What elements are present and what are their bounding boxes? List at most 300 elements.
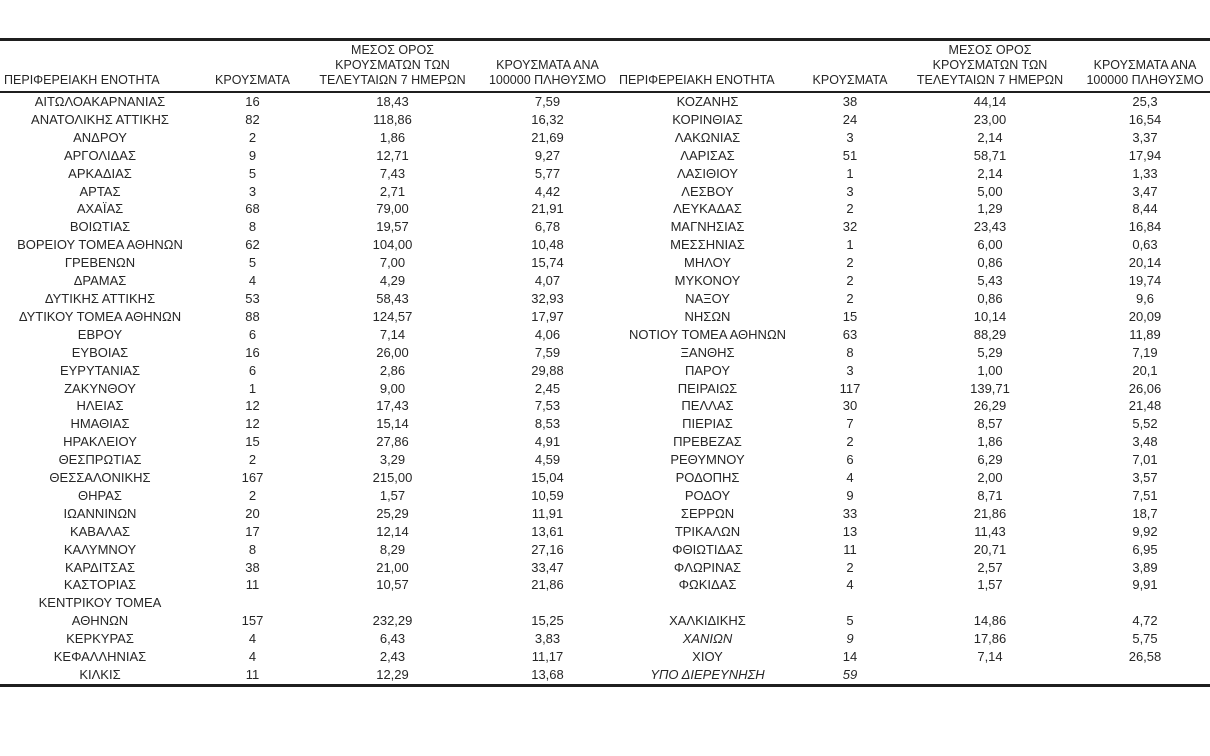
per100k-cell-right: 5,75 xyxy=(1132,631,1158,647)
table-row xyxy=(0,254,1210,272)
per100k-cell-left: 27,16 xyxy=(531,541,564,557)
avg7-cell-left: 2,43 xyxy=(379,649,406,665)
table-row xyxy=(0,612,1210,630)
region-cell-left: ΚΑΣΤΟΡΙΑΣ xyxy=(63,577,137,593)
per100k-cell-left: 13,68 xyxy=(531,667,564,682)
region-cell-left: ΖΑΚΥΝΘΟΥ xyxy=(64,380,136,396)
avg7-cell-right: 139,71 xyxy=(970,380,1010,396)
per100k-cell-left: 4,07 xyxy=(534,273,561,289)
cases-cell-right: 4 xyxy=(846,577,854,593)
avg7-cell-left: 17,43 xyxy=(376,398,409,414)
region-cell-left: ΘΕΣΣΑΛΟΝΙΚΗΣ xyxy=(49,470,151,486)
table-row xyxy=(0,576,1210,594)
avg7-cell-right: 0,86 xyxy=(977,290,1003,306)
table-row xyxy=(0,236,1210,254)
per100k-cell-left: 11,17 xyxy=(531,649,564,665)
avg7-cell-right: 2,14 xyxy=(977,165,1003,181)
table-row xyxy=(0,666,1210,685)
avg7-cell-right: 0,86 xyxy=(977,255,1003,271)
per100k-cell-left: 17,97 xyxy=(531,308,564,324)
cases-cell-left: 16 xyxy=(245,94,260,109)
region-cell-left: ΔΥΤΙΚΗΣ ΑΤΤΙΚΗΣ xyxy=(44,290,156,306)
per100k-cell-right: 7,51 xyxy=(1132,487,1158,503)
table-row xyxy=(0,362,1210,380)
avg7-cell-left: 3,29 xyxy=(379,452,406,468)
region-cell-right: ΛΕΣΒΟΥ xyxy=(681,183,734,199)
header-region-right: ΠΕΡΙΦΕΡΕΙΑΚΗ ΕΝΟΤΗΤΑ xyxy=(619,73,775,87)
cases-cell-left: 11 xyxy=(245,667,260,682)
per100k-cell-right xyxy=(1080,666,1210,685)
per100k-cell-right: 25,3 xyxy=(1132,94,1158,109)
region-cell-right xyxy=(615,594,800,612)
per100k-cell-right: 26,58 xyxy=(1128,649,1162,665)
region-cell-left: ΑΧΑΪΑΣ xyxy=(76,201,124,217)
avg7-cell-left xyxy=(305,594,480,612)
cases-cell-right: 2 xyxy=(846,434,854,450)
per100k-cell-right: 8,44 xyxy=(1132,201,1158,217)
cases-cell-right: 5 xyxy=(846,613,854,629)
cases-cell-left: 157 xyxy=(241,613,264,629)
avg7-cell-right: 5,00 xyxy=(977,183,1003,199)
per100k-cell-left: 10,59 xyxy=(531,487,564,503)
avg7-cell-right: 2,57 xyxy=(977,559,1003,575)
region-cell-left: ΗΛΕΙΑΣ xyxy=(76,398,124,414)
avg7-cell-right: 6,00 xyxy=(977,237,1003,253)
cases-cell-right: 38 xyxy=(842,94,858,109)
cases-cell-left: 9 xyxy=(248,147,257,163)
avg7-cell-left: 8,29 xyxy=(379,541,406,557)
avg7-cell-left: 9,00 xyxy=(379,380,406,396)
cases-cell-right: 9 xyxy=(846,631,854,647)
region-cell-right: ΛΑΡΙΣΑΣ xyxy=(680,147,735,163)
cases-cell-right: 9 xyxy=(846,487,854,503)
cases-cell-right: 15 xyxy=(842,308,858,324)
cases-cell-right: 4 xyxy=(846,470,854,486)
avg7-cell-left: 4,29 xyxy=(379,273,406,289)
region-cell-right: ΠΕΛΛΑΣ xyxy=(681,398,734,414)
avg7-cell-left: 124,57 xyxy=(372,308,413,324)
per100k-cell-left: 15,04 xyxy=(531,470,564,486)
cases-cell-left: 2 xyxy=(248,129,257,145)
region-cell-left: ΔΥΤΙΚΟΥ ΤΟΜΕΑ ΑΘΗΝΩΝ xyxy=(18,308,182,324)
per100k-cell-right: 19,74 xyxy=(1128,273,1162,289)
per100k-cell-left: 7,53 xyxy=(534,398,561,414)
avg7-cell-left: 1,57 xyxy=(379,487,406,503)
avg7-cell-right: 2,14 xyxy=(977,129,1003,145)
table-row xyxy=(0,308,1210,326)
avg7-cell-left: 79,00 xyxy=(376,201,409,217)
region-cell-right: ΧΑΝΙΩΝ xyxy=(682,631,733,647)
cases-cell-right: 7 xyxy=(846,416,854,432)
table-row xyxy=(0,200,1210,218)
avg7-cell-left: 2,86 xyxy=(379,362,406,378)
table-row xyxy=(0,505,1210,523)
per100k-cell-right: 16,84 xyxy=(1128,219,1162,235)
per100k-cell-left: 16,32 xyxy=(531,111,564,127)
cases-cell-right: 30 xyxy=(842,398,858,414)
avg7-cell-right: 10,14 xyxy=(973,308,1007,324)
avg7-cell-right xyxy=(900,594,1080,612)
avg7-cell-left: 25,29 xyxy=(376,505,409,521)
cases-cell-right: 3 xyxy=(846,183,854,199)
avg7-cell-right: 88,29 xyxy=(973,326,1007,342)
cases-cell-left: 5 xyxy=(248,255,257,271)
table-row xyxy=(0,129,1210,147)
table-row xyxy=(0,559,1210,577)
avg7-cell-right: 26,29 xyxy=(973,398,1007,414)
table-row xyxy=(0,272,1210,290)
cases-cell-left: 6 xyxy=(248,326,257,342)
per100k-cell-right: 5,52 xyxy=(1132,416,1158,432)
per100k-cell-right: 20,1 xyxy=(1132,362,1158,378)
per100k-cell-left: 7,59 xyxy=(534,94,561,109)
region-cell-left: ΔΡΑΜΑΣ xyxy=(73,273,127,289)
avg7-cell-right: 8,57 xyxy=(977,416,1003,432)
table-header xyxy=(0,40,1210,93)
region-cell-right: ΡΕΘΥΜΝΟΥ xyxy=(670,452,745,468)
region-cell-left: ΘΕΣΠΡΩΤΙΑΣ xyxy=(58,452,142,468)
avg7-cell-right: 20,71 xyxy=(973,541,1007,557)
avg7-cell-left: 215,00 xyxy=(372,470,413,486)
per100k-cell-right: 3,47 xyxy=(1132,183,1158,199)
per100k-cell-right: 11,89 xyxy=(1129,326,1161,342)
cases-cell-right: 1 xyxy=(846,165,854,181)
avg7-cell-left: 27,86 xyxy=(376,434,409,450)
region-cell-right: ΤΡΙΚΑΛΩΝ xyxy=(674,523,741,539)
per100k-cell-left: 29,88 xyxy=(531,362,564,378)
region-cell-right: ΦΩΚΙΔΑΣ xyxy=(678,577,737,593)
per100k-cell-left: 8,53 xyxy=(534,416,561,432)
cases-cell-left: 3 xyxy=(248,183,257,199)
region-cell-left: ΙΩΑΝΝΙΝΩΝ xyxy=(63,505,137,521)
table-row xyxy=(0,183,1210,201)
region-cell-right: ΜΕΣΣΗΝΙΑΣ xyxy=(670,237,745,253)
avg7-cell-left: 7,00 xyxy=(379,255,406,271)
cases-cell-left: 8 xyxy=(248,541,257,557)
avg7-cell-right: 1,29 xyxy=(977,201,1003,217)
per100k-cell-right: 6,95 xyxy=(1132,541,1158,557)
per100k-cell-left: 21,86 xyxy=(531,577,564,593)
table-row xyxy=(0,541,1210,559)
region-cell-left: ΑΡΓΟΛΙΔΑΣ xyxy=(63,147,137,163)
cases-cell-right: 3 xyxy=(846,362,854,378)
cases-cell-left: 4 xyxy=(248,273,257,289)
per100k-cell-left: 11,91 xyxy=(531,505,564,521)
table-row xyxy=(0,111,1210,129)
table-body xyxy=(0,92,1210,685)
region-cell-left: ΕΒΡΟΥ xyxy=(77,326,123,342)
per100k-cell-left: 2,45 xyxy=(534,380,561,396)
avg7-cell-left: 104,00 xyxy=(372,237,413,253)
region-cell-right: ΜΗΛΟΥ xyxy=(684,255,731,271)
region-cell-right: ΜΥΚΟΝΟΥ xyxy=(674,273,741,289)
per100k-cell-left: 21,91 xyxy=(531,201,564,217)
cases-cell-right: 13 xyxy=(842,523,858,539)
cases-cell-left: 53 xyxy=(245,290,260,306)
table-row xyxy=(0,469,1210,487)
avg7-cell-right: 8,71 xyxy=(977,487,1003,503)
region-cell-left: ΘΗΡΑΣ xyxy=(78,487,122,503)
region-cell-left: ΒΟΡΕΙΟΥ ΤΟΜΕΑ ΑΘΗΝΩΝ xyxy=(17,237,183,253)
per100k-cell-right: 7,01 xyxy=(1132,452,1158,468)
avg7-cell-right: 44,14 xyxy=(973,94,1007,109)
region-cell-left: ΚΙΛΚΙΣ xyxy=(79,667,121,682)
cases-cell-right: 59 xyxy=(842,667,858,682)
avg7-cell-left: 15,14 xyxy=(376,416,409,432)
per100k-cell-right: 16,54 xyxy=(1128,111,1162,127)
cases-cell-left: 11 xyxy=(245,577,260,593)
avg7-cell-right: 5,29 xyxy=(977,344,1003,360)
avg7-cell-left: 7,43 xyxy=(379,165,406,181)
per100k-cell-left: 32,93 xyxy=(531,290,564,306)
region-cell-left: ΑΡΚΑΔΙΑΣ xyxy=(68,165,132,181)
per100k-cell-left: 13,61 xyxy=(531,523,564,539)
region-cell-left: ΚΕΡΚΥΡΑΣ xyxy=(66,631,134,647)
region-cell-right: ΣΕΡΡΩΝ xyxy=(680,505,735,521)
avg7-cell-left: 18,43 xyxy=(376,94,409,109)
per100k-cell-right: 7,19 xyxy=(1132,344,1158,360)
per100k-cell-left: 15,74 xyxy=(531,255,564,271)
cases-cell-left: 2 xyxy=(248,487,257,503)
per100k-cell-left: 6,78 xyxy=(534,219,561,235)
cases-cell-left: 1 xyxy=(248,380,257,396)
table-row xyxy=(0,290,1210,308)
avg7-cell-right: 1,86 xyxy=(977,434,1003,450)
avg7-cell-left: 26,00 xyxy=(376,344,409,360)
table-row xyxy=(0,415,1210,433)
per100k-cell-right: 9,92 xyxy=(1132,523,1158,539)
per100k-cell-right: 9,6 xyxy=(1135,290,1155,306)
region-cell-right: ΞΑΝΘΗΣ xyxy=(680,344,735,360)
avg7-cell-right: 23,00 xyxy=(973,111,1007,127)
avg7-cell-left: 12,14 xyxy=(376,523,409,539)
cases-cell-left: 167 xyxy=(241,470,264,486)
cases-cell-right: 32 xyxy=(842,219,858,235)
per100k-cell-left: 7,59 xyxy=(534,344,561,360)
per100k-cell-left: 4,42 xyxy=(534,183,561,199)
cases-cell-right: 6 xyxy=(846,452,854,468)
per100k-cell-left xyxy=(480,594,615,612)
cases-cell-right: 2 xyxy=(846,201,854,217)
per100k-cell-right: 4,72 xyxy=(1132,613,1158,629)
per100k-cell-right: 3,89 xyxy=(1132,559,1158,575)
avg7-cell-left: 12,29 xyxy=(376,667,409,682)
per100k-cell-left: 4,91 xyxy=(534,434,561,450)
region-cell-right: ΦΛΩΡΙΝΑΣ xyxy=(673,559,742,575)
per100k-cell-right: 18,7 xyxy=(1132,505,1158,521)
region-cell-right: ΡΟΔΟΥ xyxy=(684,487,731,503)
region-cell-right: ΡΟΔΟΠΗΣ xyxy=(675,470,740,486)
region-cell-right: ΝΗΣΩΝ xyxy=(684,308,731,324)
table-row xyxy=(0,92,1210,111)
avg7-cell-right: 11,43 xyxy=(974,523,1006,539)
region-cell-right: ΜΑΓΝΗΣΙΑΣ xyxy=(670,219,745,235)
cases-cell-left: 17 xyxy=(245,523,260,539)
cases-cell-right: 8 xyxy=(846,344,854,360)
region-cell-left: ΚΑΛΥΜΝΟΥ xyxy=(63,541,137,557)
per100k-cell-left: 33,47 xyxy=(531,559,564,575)
region-cell-right: ΦΘΙΩΤΙΔΑΣ xyxy=(672,541,743,557)
avg7-cell-right: 5,43 xyxy=(977,273,1003,289)
region-cell-right: ΠΕΙΡΑΙΩΣ xyxy=(677,380,738,396)
table-row xyxy=(0,594,1210,612)
avg7-cell-right xyxy=(900,666,1080,685)
region-cell-left: ΑΝΔΡΟΥ xyxy=(73,129,127,145)
avg7-cell-left: 232,29 xyxy=(372,613,413,629)
region-cell-left: ΕΥΒΟΙΑΣ xyxy=(71,344,129,360)
avg7-cell-left: 10,57 xyxy=(376,577,409,593)
cases-cell-left: 4 xyxy=(248,631,257,647)
avg7-cell-left: 6,43 xyxy=(379,631,406,647)
avg7-cell-right: 6,29 xyxy=(977,452,1003,468)
cases-cell-left: 15 xyxy=(245,434,260,450)
per100k-cell-left: 9,27 xyxy=(534,147,561,163)
avg7-cell-left: 12,71 xyxy=(376,147,409,163)
cases-cell-left: 8 xyxy=(248,219,257,235)
region-cell-right: ΠΡΕΒΕΖΑΣ xyxy=(673,434,742,450)
cases-cell-right: 14 xyxy=(842,649,858,665)
cases-cell-left: 6 xyxy=(248,362,257,378)
region-cell-right: ΛΑΚΩΝΙΑΣ xyxy=(674,129,741,145)
table-row xyxy=(0,165,1210,183)
per100k-cell-left: 15,25 xyxy=(531,613,564,629)
avg7-cell-left: 19,57 xyxy=(376,219,409,235)
cases-cell-right: 33 xyxy=(842,505,858,521)
table-row xyxy=(0,433,1210,451)
cases-cell-left: 12 xyxy=(245,398,260,414)
cases-cell-left: 38 xyxy=(245,559,260,575)
cases-cell-left: 2 xyxy=(248,452,257,468)
region-cell-right: ΠΑΡΟΥ xyxy=(684,362,731,378)
cases-cell-right: 24 xyxy=(842,111,858,127)
avg7-cell-left: 7,14 xyxy=(379,326,406,342)
per100k-cell-left: 3,83 xyxy=(534,631,561,647)
table-row xyxy=(0,147,1210,165)
per100k-cell-right: 21,48 xyxy=(1128,398,1162,414)
table-row xyxy=(0,630,1210,648)
region-cell-left: ΑΘΗΝΩΝ xyxy=(71,613,129,629)
per100k-cell-left: 4,59 xyxy=(534,452,561,468)
cases-cell-left: 16 xyxy=(245,344,260,360)
region-cell-left: ΕΥΡΥΤΑΝΙΑΣ xyxy=(59,362,141,378)
region-cell-right: ΛΕΥΚΑΔΑΣ xyxy=(673,201,742,217)
avg7-cell-left: 2,71 xyxy=(379,183,406,199)
region-cell-left: ΑΙΤΩΛΟΑΚΑΡΝΑΝΙΑΣ xyxy=(34,94,166,109)
cases-cell-left: 82 xyxy=(245,111,260,127)
per100k-cell-right: 3,57 xyxy=(1132,470,1158,486)
region-cell-left: ΗΜΑΘΙΑΣ xyxy=(70,416,130,432)
table-row xyxy=(0,648,1210,666)
region-cell-right: ΥΠΟ ΔΙΕΡΕΥΝΗΣΗ xyxy=(650,667,765,682)
table-row xyxy=(0,326,1210,344)
table-row xyxy=(0,487,1210,505)
region-cell-left: ΓΡΕΒΕΝΩΝ xyxy=(64,255,136,271)
avg7-cell-right: 2,00 xyxy=(977,470,1003,486)
header-region-left: ΠΕΡΙΦΕΡΕΙΑΚΗ ΕΝΟΤΗΤΑ xyxy=(4,73,160,87)
per100k-cell-right: 3,37 xyxy=(1132,129,1158,145)
region-cell-right: ΠΙΕΡΙΑΣ xyxy=(682,416,733,432)
region-cell-left: ΑΝΑΤΟΛΙΚΗΣ ΑΤΤΙΚΗΣ xyxy=(31,111,169,127)
table-row xyxy=(0,380,1210,398)
region-cell-right: ΝΑΞΟΥ xyxy=(685,290,730,306)
region-cell-left: ΒΟΙΩΤΙΑΣ xyxy=(69,219,131,235)
cases-cell-right: 3 xyxy=(846,129,854,145)
cases-cell-right: 51 xyxy=(842,147,858,163)
per100k-cell-left: 21,69 xyxy=(531,129,564,145)
avg7-cell-left: 58,43 xyxy=(376,290,409,306)
table-row xyxy=(0,397,1210,415)
cases-cell-right: 63 xyxy=(842,326,858,342)
region-cell-right: ΚΟΖΑΝΗΣ xyxy=(676,94,739,109)
avg7-cell-right: 17,86 xyxy=(973,631,1007,647)
region-cell-right: ΝΟΤΙΟΥ ΤΟΜΕΑ ΑΘΗΝΩΝ xyxy=(628,326,787,342)
header-cases-right: ΚΡΟΥΣΜΑΤΑ xyxy=(812,73,888,87)
avg7-cell-right: 14,86 xyxy=(973,613,1007,629)
avg7-cell-right: 23,43 xyxy=(973,219,1007,235)
per100k-cell-right: 26,06 xyxy=(1128,380,1162,396)
per100k-cell-right: 0,63 xyxy=(1132,237,1158,253)
per100k-cell-right: 20,09 xyxy=(1128,308,1162,324)
cases-cell-left: 5 xyxy=(248,165,257,181)
cases-cell-left: 4 xyxy=(248,649,257,665)
table-row xyxy=(0,218,1210,236)
table-row xyxy=(0,451,1210,469)
cases-cell-left: 68 xyxy=(245,201,260,217)
cases-cell-right: 117 xyxy=(839,380,861,396)
per100k-cell-right: 3,48 xyxy=(1132,434,1158,450)
cases-cell-left: 62 xyxy=(245,237,260,253)
per100k-cell-right: 17,94 xyxy=(1128,147,1162,163)
cases-cell-left xyxy=(200,594,305,612)
per100k-cell-right: 9,91 xyxy=(1132,577,1158,593)
header-per100k-right: ΚΡΟΥΣΜΑΤΑ ΑΝΑ 100000 ΠΛΗΘΥΣΜΟ xyxy=(1086,58,1204,87)
header-per100k-left: ΚΡΟΥΣΜΑΤΑ ΑΝΑ 100000 ΠΛΗΘΥΣΜΟ xyxy=(488,58,607,87)
cases-cell-left: 20 xyxy=(245,505,260,521)
avg7-cell-right: 1,57 xyxy=(977,577,1003,593)
region-cell-left: ΚΑΡΔΙΤΣΑΣ xyxy=(64,559,136,575)
avg7-cell-left: 118,86 xyxy=(373,111,412,127)
cases-cell-right: 2 xyxy=(846,290,854,306)
cases-cell-right: 2 xyxy=(846,273,854,289)
cases-cell-right: 2 xyxy=(846,255,854,271)
avg7-cell-left: 1,86 xyxy=(379,129,406,145)
per100k-cell-left: 5,77 xyxy=(534,165,561,181)
per100k-cell-right: 20,14 xyxy=(1128,255,1162,271)
cases-cell-right xyxy=(800,594,900,612)
region-cell-right: ΧΙΟΥ xyxy=(692,649,723,665)
region-cell-left: ΑΡΤΑΣ xyxy=(79,183,121,199)
avg7-cell-right: 58,71 xyxy=(973,147,1007,163)
region-cell-right: ΚΟΡΙΝΘΙΑΣ xyxy=(672,111,743,127)
cases-cell-right: 1 xyxy=(846,237,854,253)
avg7-cell-right: 7,14 xyxy=(977,649,1003,665)
region-cell-left: ΚΕΦΑΛΛΗΝΙΑΣ xyxy=(53,649,147,665)
header-cases-left: ΚΡΟΥΣΜΑΤΑ xyxy=(215,73,290,87)
header-avg7-right: ΜΕΣΟΣ ΟΡΟΣ ΚΡΟΥΣΜΑΤΩΝ ΤΩΝ ΤΕΛΕΥΤΑΙΩΝ 7 ΗΜΕΡΩΝ xyxy=(916,43,1064,87)
per100k-cell-right xyxy=(1080,594,1210,612)
region-cell-right: ΛΑΣΙΘΙΟΥ xyxy=(676,165,739,181)
table-row xyxy=(0,523,1210,541)
region-cell-left: ΚΕΝΤΡΙΚΟΥ ΤΟΜΕΑ xyxy=(38,595,162,611)
per100k-cell-right: 1,33 xyxy=(1132,165,1158,181)
per100k-cell-left: 10,48 xyxy=(531,237,564,253)
cases-cell-left: 12 xyxy=(245,416,260,432)
region-cell-right: ΧΑΛΚΙΔΙΚΗΣ xyxy=(669,613,746,629)
avg7-cell-left: 21,00 xyxy=(376,559,409,575)
cases-cell-left: 88 xyxy=(245,308,260,324)
per100k-cell-left: 4,06 xyxy=(534,326,561,342)
header-avg7-left: ΜΕΣΟΣ ΟΡΟΣ ΚΡΟΥΣΜΑΤΩΝ ΤΩΝ ΤΕΛΕΥΤΑΙΩΝ 7 ΗΜΕΡΩΝ xyxy=(319,43,466,87)
